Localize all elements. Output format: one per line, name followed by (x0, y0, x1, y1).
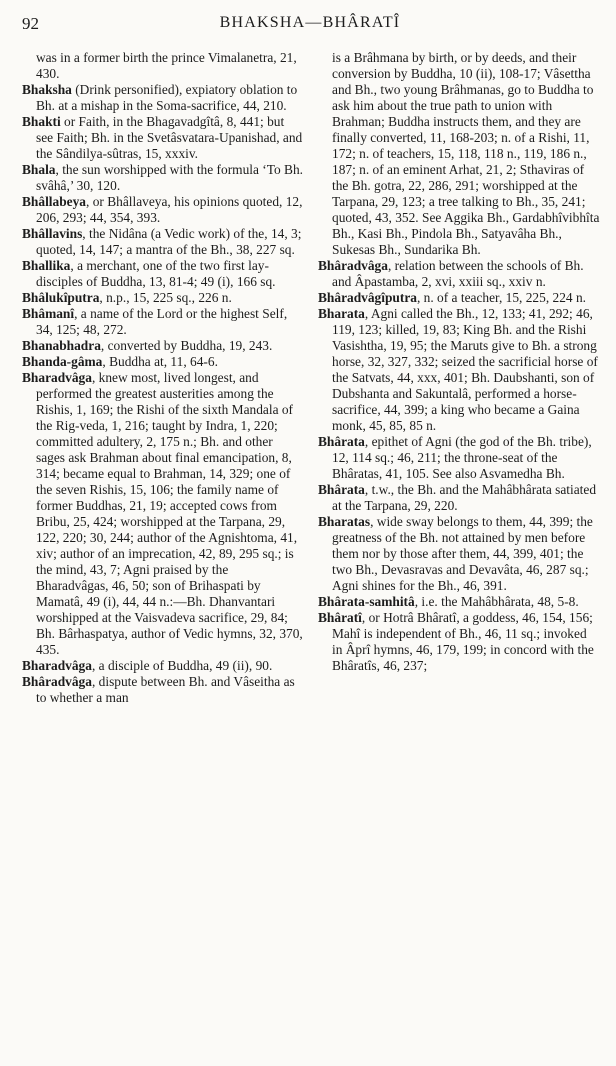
entry-text: , dispute between Bh. and Vâseitha as to whether a man (36, 674, 295, 705)
page-header (22, 14, 598, 38)
entry-text: , n. of a teacher, 15, 225, 224 n. (416, 290, 586, 305)
index-entry (22, 338, 304, 354)
entry-headword: Bharadvâga (22, 370, 92, 385)
page-number: 92 (22, 14, 39, 33)
index-entry (318, 258, 600, 290)
running-head: BHAKSHA—BHÂRATÎ (219, 14, 401, 31)
index-entry (318, 482, 600, 514)
entry-headword: Bhala (22, 162, 56, 177)
entry-headword: Bhakti (22, 114, 61, 129)
entry-headword: Bhâlukîputra (22, 290, 100, 305)
index-entry (22, 226, 304, 258)
entry-headword: Bhâradvâgîputra (318, 290, 417, 305)
entry-headword: Bhâratî (318, 610, 362, 625)
index-entry (318, 50, 600, 258)
index-entry (22, 354, 304, 370)
entry-text: , the Nidâna (a Vedic work) of the, 14, 3; quoted, 14, 147; a mantra of the Bh., 38, 227 sq. (36, 226, 302, 257)
index-entry (22, 306, 304, 338)
entry-headword: Bhârata-samhitâ (318, 594, 415, 609)
index-entry (318, 306, 600, 434)
left-column (22, 50, 304, 706)
entry-headword: Bhâradvâga (318, 258, 388, 273)
entry-text: , a merchant, one of the two first lay-disciples of Buddha, 13, 81-4; 49 (i), 166 sq. (36, 258, 276, 289)
index-entry (22, 162, 304, 194)
entry-headword: Bhâmanî (22, 306, 75, 321)
entry-headword: Bharadvâga (22, 658, 92, 673)
index-entry (22, 194, 304, 226)
entry-headword: Bhanda-gâma (22, 354, 103, 369)
entry-text: , a name of the Lord or the highest Self, 34, 125; 48, 272. (36, 306, 288, 337)
entry-text: , or Bhâllaveya, his opinions quoted, 12, 206, 293; 44, 354, 393. (36, 194, 303, 225)
index-entry (318, 434, 600, 482)
index-entry (22, 370, 304, 658)
entry-text: was in a former birth the prince Vimalanetra, 21, 430. (36, 50, 297, 81)
entry-text: , wide sway belongs to them, 44, 399; the greatness of the Bh. not attained by men before them nor by those after them, 44, 399, 401; the two Bh., Devasravas and Devavâta, 46, 287 sq.; Agni shines for the Bh., 46, 391. (332, 514, 593, 593)
entry-text: , a disciple of Buddha, 49 (ii), 90. (91, 658, 273, 673)
index-entry (22, 658, 304, 674)
index-entry (318, 290, 600, 306)
entry-text: , knew most, lived longest, and performed the greatest austerities among the Rishis, 1, 169; the Rishi of the sixth Mandala of the Rig-veda, 1, 216; taught by Indra, 1, 220; committed adultery, 2, 175 n.; Bh. and other sages ask Brahman about final emancipation, 8, 314; became equal to Brahman, 14, 329; one of the seven Rishis, 15, 106; the family name of former Buddhas, 21, 19; accepted cows from Bribu, 25, 424; worshipped at the Tarpana, 29, 122, 220; 30, 244; author of the Agnishtoma, 41, xiv; author of an imprecation, 42, 89, 295 sq.; is the mind, 43, 7; Agni praised by the Bharadvâgas, 46, 50; son of Brihaspati by Mamatâ, 49 (i), 44, 44 n.:—Bh. Dhanvantari worshipped at the Vaisvadeva sacrifice, 29, 84; Bh. Bârhaspatya, author of Vedic hymns, 32, 370, 435. (36, 370, 303, 657)
entry-headword: Bhallika (22, 258, 71, 273)
entry-text: is a Brâhmana by birth, or by deeds, and their conversion by Buddha, 10 (ii), 108-17; Vâsettha and Bh., two young Brâhmanas, go to Buddha to ask him about the true path to union with Brahman; Buddha instructs them, and they are finally converted, 11, 168-203; n. of a Rishi, 11, 172; n. of teachers, 15, 118, 118 n., 119, 186 n., 187; n. of an eminent Arhat, 21, 2; Sthaviras of the Bh. gotra, 22, 286, 291; worshipped at the Tarpana, 29, 123; a tree talking to Bh., 35, 241; quoted, 43, 352. See Aggika Bh., Gardabhîvibhîta Bh., Kasi Bh., Pindola Bh., Satyavâha Bh., Sukesas Bh., Sundarika Bh. (332, 50, 600, 257)
entry-text: (Drink personified), expiatory oblation to Bh. at a mishap in the Soma-sacrifice, 44, 210. (36, 82, 298, 113)
entry-text: , i.e. the Mahâbhârata, 48, 5-8. (414, 594, 579, 609)
entry-headword: Bhanabhadra (22, 338, 101, 353)
index-entry (318, 610, 600, 674)
entry-headword: Bhârata (318, 482, 365, 497)
entry-text: , converted by Buddha, 19, 243. (100, 338, 273, 353)
entry-text: , epithet of Agni (the god of the Bh. tribe), 12, 114 sq.; 46, 211; the throne-seat of the Bhâratas, 41, 105. See also Asvamedha Bh. (332, 434, 592, 481)
entry-text: , Agni called the Bh., 12, 133; 41, 292; 46, 119, 123; killed, 19, 83; King Bh. and the Rishi Vasishtha, 19, 95; the Maruts give to Bh. a strong horse, 32, 327, 332; seized the sacrificial horse of the Satvats, 44, xxx, 401; Bh. Daubshanti, son of Dubshanta and Sakuntalâ, performed a horse-sacrifice, 44, 399; a king who became a Gaina monk, 45, 85, 85 n. (332, 306, 598, 433)
index-entry (318, 594, 600, 610)
index-entry (22, 82, 304, 114)
entry-text: , n.p., 15, 225 sq., 226 n. (99, 290, 232, 305)
entry-headword: Bhâllavins (22, 226, 83, 241)
entry-headword: Bhaksha (22, 82, 72, 97)
index-entry (318, 514, 600, 594)
entry-text: , or Hotrâ Bhâratî, a goddess, 46, 154, 156; Mahî is independent of Bh., 46, 11 sq.; invoked in Âprî hymns, 46, 179, 199; in concord with the Bhâratîs, 46, 237; (332, 610, 594, 673)
entry-headword: Bharata (318, 306, 365, 321)
entry-text: , t.w., the Bh. and the Mahâbhârata satiated at the Tarpana, 29, 220. (332, 482, 597, 513)
entry-text: , the sun worshipped with the formula ‘To Bh. svâhâ,’ 30, 120. (36, 162, 303, 193)
entry-headword: Bhâradvâga (22, 674, 92, 689)
index-entry (22, 50, 304, 82)
entry-headword: Bharatas (318, 514, 371, 529)
index-entry (22, 290, 304, 306)
right-column (318, 50, 600, 674)
index-entry (22, 674, 304, 706)
index-entry (22, 258, 304, 290)
index-entry (22, 114, 304, 162)
entry-text: , Buddha at, 11, 64-6. (102, 354, 218, 369)
entry-headword: Bhârata (318, 434, 365, 449)
entry-text: or Faith, in the Bhagavadgîtâ, 8, 441; but see Faith; Bh. in the Svetâsvatara-Upanishad, and the Sândilya-sûtras, 15, xxxiv. (36, 114, 303, 161)
entry-text: , relation between the schools of Bh. and Âpastamba, 2, xvi, xxiii sq., xxiv n. (332, 258, 584, 289)
entry-headword: Bhâllabeya (22, 194, 86, 209)
